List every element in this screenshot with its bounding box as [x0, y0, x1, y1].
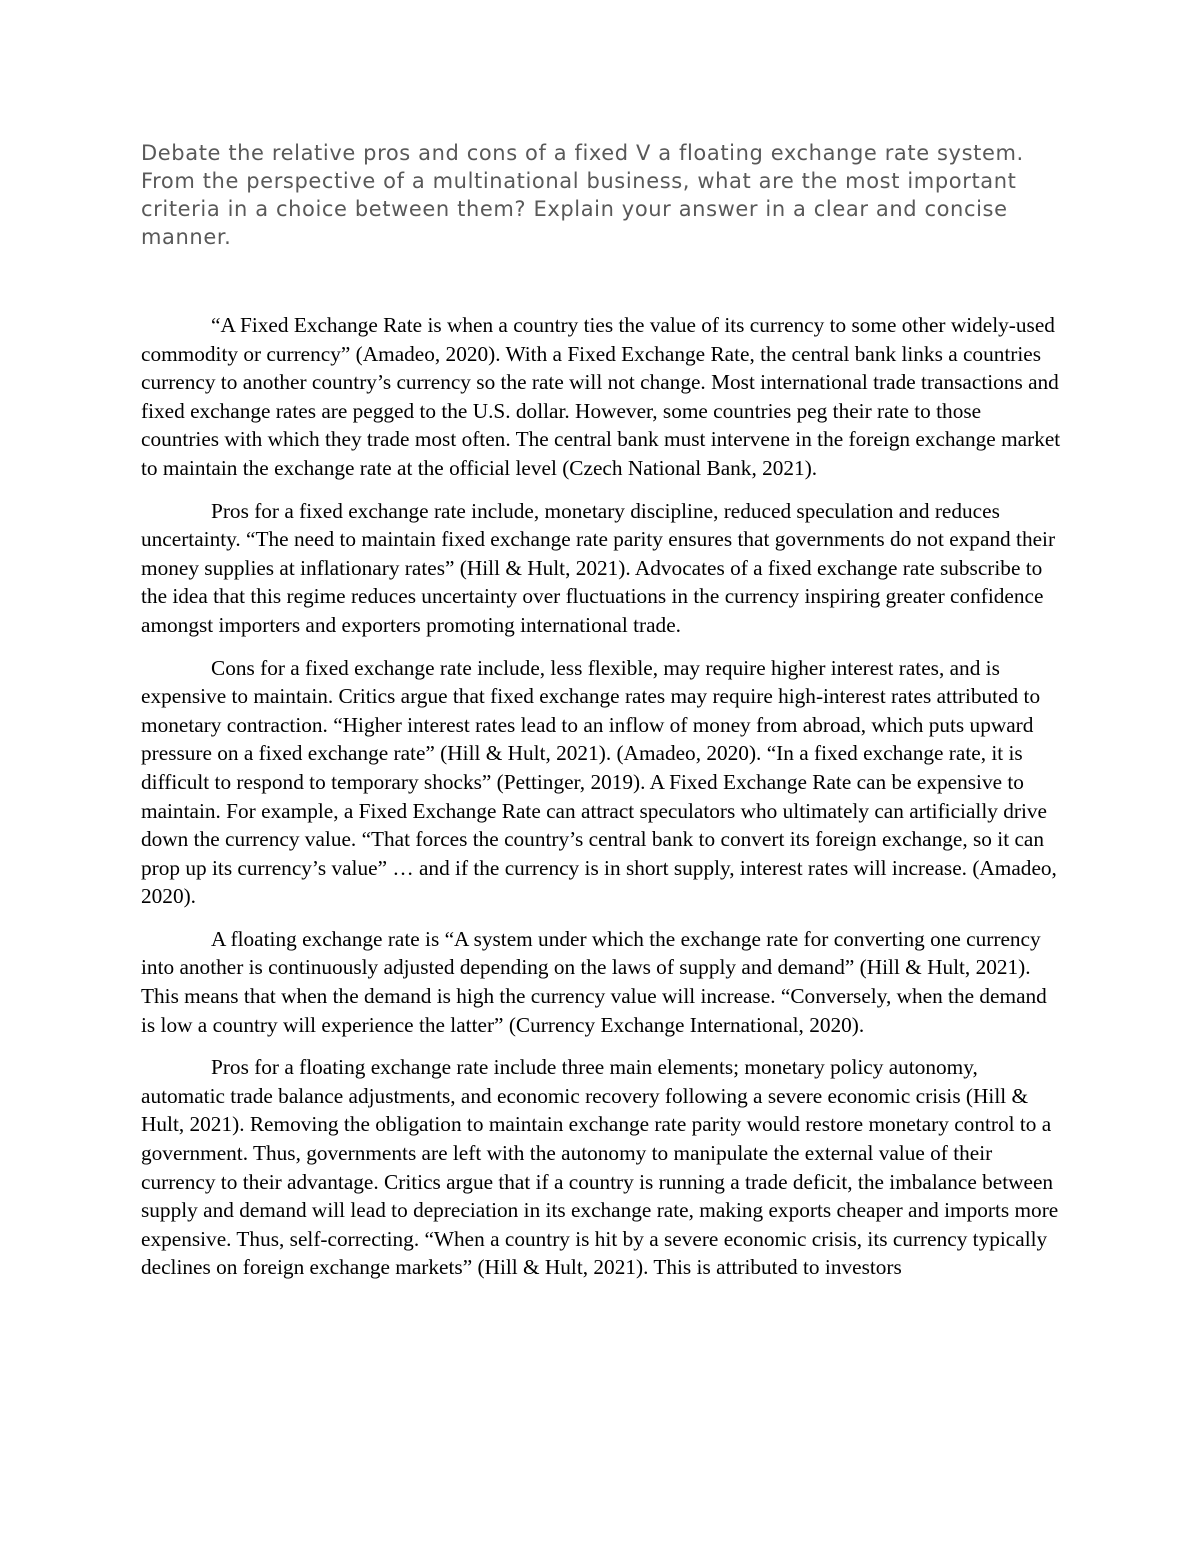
paragraph-fixed-rate-cons: Cons for a fixed exchange rate include, less flexible, may require higher interest rates, and is expensive to maintain. Critics argue that fixed exchange rates may require high-interest rates attributed to monetary contraction. “Higher interest rates lead to an inflow of money from abroad, which puts upward pressure on a fixed exchange rate” (Hill & Hult, 2021). (Amadeo, 2020). “In a fixed exchange rate, it is difficult to respond to temporary shocks” (Pettinger, 2019). A Fixed Exchange Rate can be expensive to maintain. For example, a Fixed Exchange Rate can attract speculators who ultimately can artificially drive down the currency value. “That forces the country’s central bank to convert its foreign exchange, so it can prop up its currency’s value” … and if the currency is in short supply, interest rates will increase. (Amadeo, 2020). [141, 655, 1057, 909]
paragraph-fixed-rate-pros: Pros for a fixed exchange rate include, monetary discipline, reduced speculation and reduces uncertainty. “The need to maintain fixed exchange rate parity ensures that governments do not expand their money supplies at inflationary rates” (Hill & Hult, 2021). Advocates of a fixed exchange rate subscribe to the idea that this regime reduces uncertainty over fluctuations in the currency inspiring greater confidence amongst importers and exporters promoting international trade. [141, 498, 1056, 637]
paragraph-floating-rate-pros: Pros for a floating exchange rate include three main elements; monetary policy autonomy, automatic trade balance adjustments, and economic recovery following a severe economic crisis (Hill & Hult, 2021). Removing the obligation to maintain exchange rate parity would restore monetary control to a government. Thus, governments are left with the autonomy to manipulate the external value of their currency to their advantage. Critics argue that if a country is running a trade deficit, the imbalance between supply and demand will lead to depreciation in its exchange rate, making exports cheaper and imports more expensive. Thus, self-correcting. “When a country is hit by a severe economic crisis, its currency typically declines on foreign exchange markets” (Hill & Hult, 2021). This is attributed to investors [141, 1055, 1059, 1280]
paragraph-floating-rate-definition: A floating exchange rate is “A system under which the exchange rate for converting one currency into another is continuously adjusted depending on the laws of supply and demand” (Hill & Hult, 2021). This means that when the demand is high the currency value will increase. “Conversely, when the demand is low a country will experience the latter” (Currency Exchange International, 2020). [141, 926, 1047, 1037]
essay-body [141, 311, 1061, 1296]
paragraph-fixed-rate-definition: “A Fixed Exchange Rate is when a country ties the value of its currency to some other widely-used commodity or currency” (Amadeo, 2020). With a Fixed Exchange Rate, the central bank links a countries currency to another country’s currency so the rate will not change. Most international trade transactions and fixed exchange rates are pegged to the U.S. dollar. However, some countries peg their rate to those countries with which they trade most often. The central bank must intervene in the foreign exchange market to maintain the exchange rate at the official level (Czech National Bank, 2021). [141, 313, 1061, 480]
assignment-prompt: Debate the relative pros and cons of a fixed V a floating exchange rate system. From the perspective of a multinational business, what are the most important criteria in a choice between them? Explain your answer in a clear and concise manner. [141, 141, 1024, 249]
